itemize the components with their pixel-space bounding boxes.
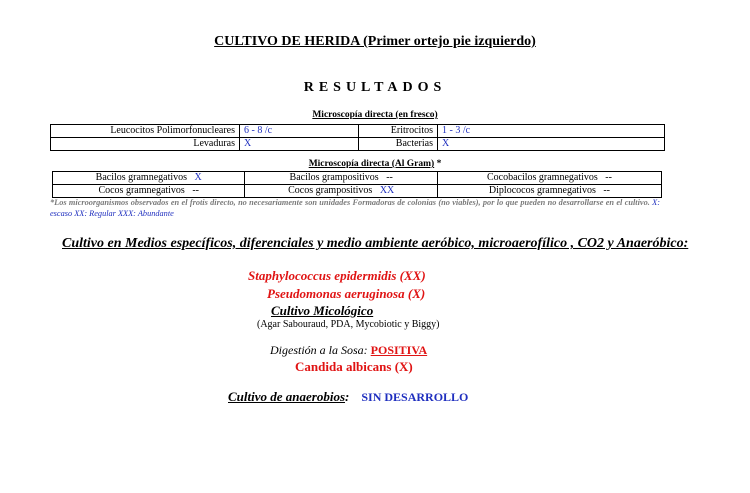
gram-microscopy-table [52,171,662,198]
label-cell: Leucocitos Polimorfonucleares [51,125,240,138]
label: Cocobacilos gramnegativos [486,172,598,183]
footnote-text: *Los microorganismos observados en el frotis directo, no necesariamente son unidades Formadoras de colonias (no viables), por lo que pueden no desarrollarse en el cultivo. [50,198,650,207]
microscopy-footnote [50,197,660,219]
gram-heading-text: Microscopía directa (Al Gram) [308,159,435,169]
mycology-media: (Agar Sabouraud, PDA, Mycobiotic y Biggy) [257,319,440,330]
table-row [53,185,662,198]
label: Cocos gramnegativos [98,185,185,196]
value: XX [379,185,395,196]
fresh-microscopy-heading: Microscopía directa (en fresco) [312,110,438,120]
value-cell: 6 - 8 /c [240,125,359,138]
table-row [51,138,665,151]
culture-heading: Cultivo en Medios específicos, diferenciales y medio ambiente aeróbico, microaerofílico , CO2 y Anaeróbico: [62,236,689,251]
table-row [51,125,665,138]
organism-candida: Candida albicans (X) [295,359,413,374]
value: X [194,172,202,183]
gram-cell [245,185,437,198]
label: Bacilos gramnegativos [95,172,188,183]
label: Cocos grampositivos [288,185,373,196]
digestion-line [270,343,427,358]
label-cell: Bacterias [359,138,438,151]
footnote-legend: X: escaso XX: Regular XXX: Abundante [50,198,660,218]
label-cell: Eritrocitos [359,125,438,138]
anaerobes-line [228,389,468,405]
value: -- [192,185,199,196]
value-cell: 1 - 3 /c [438,125,665,138]
organism-staphylococcus: Staphylococcus epidermidis (XX) [248,268,426,283]
digestion-result: POSITIVA [370,343,428,357]
anaerobes-colon: : [345,389,350,404]
gram-cell [437,185,661,198]
digestion-label: Digestión a la Sosa: [270,343,371,357]
anaerobes-result: SIN DESARROLLO [361,390,469,404]
value-cell: X [240,138,359,151]
anaerobes-label: Cultivo de anaerobios [228,389,346,404]
value: -- [603,185,611,196]
label: Bacilos grampositivos [289,172,379,183]
gram-microscopy-heading [0,159,750,169]
label: Diplococos gramnegativos [488,185,596,196]
results-heading: RESULTADOS [303,80,447,95]
gram-heading-asterisk: * [434,159,442,169]
value: -- [605,172,612,183]
table-row [53,172,662,185]
gram-cell [245,172,437,185]
value-cell: X [438,138,665,151]
organism-pseudomonas: Pseudomonas aeruginosa (X) [267,286,426,301]
gram-cell [437,172,661,185]
mycology-title: Cultivo Micológico [271,303,374,318]
gram-cell [53,185,245,198]
gram-cell [53,172,245,185]
fresh-microscopy-table [50,124,665,151]
report-title: CULTIVO DE HERIDA (Primer ortejo pie izquierdo) [214,34,536,49]
value: -- [386,172,393,183]
label-cell: Levaduras [51,138,240,151]
